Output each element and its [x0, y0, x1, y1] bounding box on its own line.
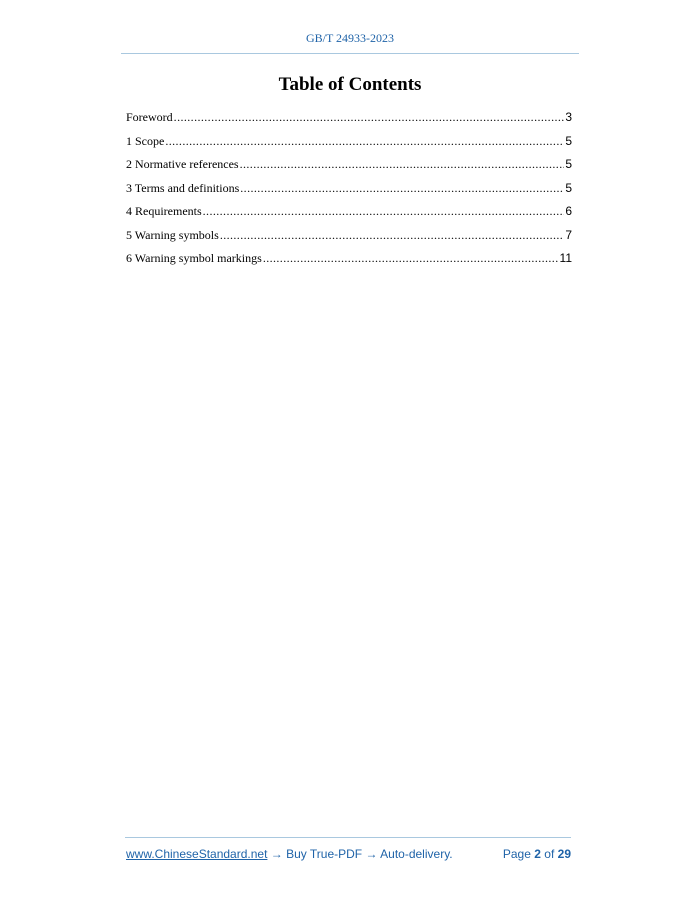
toc-dot-leader — [220, 226, 565, 244]
buy-true-pdf-text: Buy True-PDF — [286, 847, 363, 861]
toc-title: Table of Contents — [278, 74, 422, 95]
toc-entry-label: 4 Requirements — [126, 204, 202, 218]
auto-delivery-text: Auto-delivery. — [380, 847, 453, 861]
toc-entry-foreword[interactable] — [126, 108, 572, 132]
toc-entry-warning-symbol-markings[interactable] — [126, 249, 572, 273]
toc-dot-leader — [240, 179, 564, 197]
toc-dot-leader — [263, 249, 559, 267]
standard-code: GB/T 24933-2023 — [305, 31, 395, 45]
toc-entry-page: 5 — [565, 157, 572, 171]
page-footer — [126, 847, 571, 863]
toc-entry-label: 6 Warning symbol markings — [126, 251, 262, 265]
page-indicator — [503, 847, 571, 861]
toc-entry-page: 5 — [565, 133, 572, 148]
toc-dot-leader — [203, 202, 565, 220]
toc-entry-label: 5 Warning symbols — [126, 227, 219, 242]
toc-list — [126, 108, 572, 273]
toc-entry-page: 3 — [565, 110, 572, 124]
toc-entry-label: 1 Scope — [126, 133, 165, 148]
toc-entry-label: 2 Normative references — [126, 157, 239, 171]
page-word: Page — [502, 847, 531, 861]
footer-promo — [126, 847, 453, 861]
current-page-number: 2 — [534, 847, 541, 861]
toc-entry-terms-and-definitions[interactable] — [126, 179, 572, 203]
arrow-right-icon: → — [365, 847, 378, 861]
total-pages-number: 29 — [557, 847, 571, 861]
toc-dot-leader — [240, 155, 565, 173]
toc-entry-page: 6 — [565, 204, 572, 218]
toc-entry-label: 3 Terms and definitions — [126, 180, 240, 195]
toc-entry-normative-references[interactable] — [126, 155, 572, 179]
toc-entry-label: Foreword — [126, 110, 173, 124]
toc-entry-scope[interactable] — [126, 132, 572, 156]
website-link[interactable]: www.ChineseStandard.net — [126, 847, 268, 861]
footer-divider — [125, 837, 571, 838]
toc-entry-page: 5 — [565, 180, 572, 195]
arrow-right-icon: → — [270, 847, 283, 861]
toc-dot-leader — [165, 132, 564, 150]
toc-entry-requirements[interactable] — [126, 202, 572, 226]
of-word: of — [544, 847, 555, 861]
toc-entry-page: 7 — [565, 227, 572, 242]
toc-dot-leader — [174, 108, 565, 126]
toc-entry-warning-symbols[interactable] — [126, 226, 572, 250]
toc-entry-page: 11 — [559, 251, 572, 265]
document-header — [0, 31, 700, 46]
header-divider — [121, 53, 579, 54]
